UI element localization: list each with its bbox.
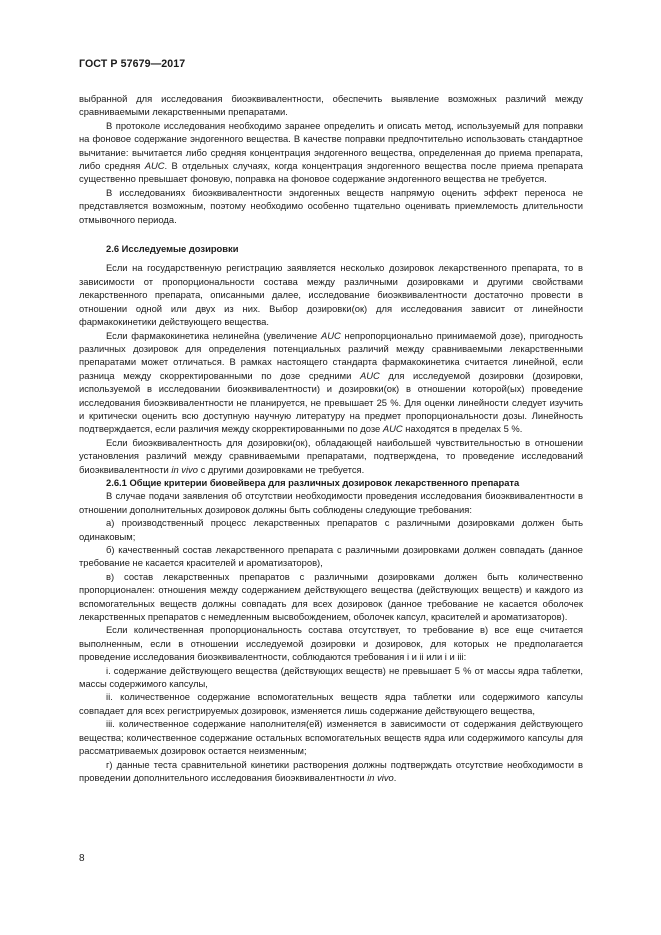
section-heading-dosages: 2.6 Исследуемые дозировки <box>106 243 239 255</box>
paragraph-multiple-dosages: Если на государственную регистрацию заявляется несколько дозировок лекарственного препарата, то в зависимости от пропорциональности состава между различными дозировками и другими свойствами лекарственного препарата, описанными далее, исследование биоэквивалентности достаточно провести в отношении одной или двух из них. Выбор дозировки(ок) для исследования зависит от линейности фармакокинетики действующего вещества. <box>79 262 583 328</box>
list-item-g: г) данные теста сравнительной кинетики растворения должны подтверждать отсутствие необходимости в проведении дополнительного исследования биоэквивалентности in vivo. <box>79 758 583 783</box>
paragraph-most-sensitive-dosage: Если биоэквивалентность для дозировки(ок), обладающей наибольшей чувствительностью в отношении установления различий между сравниваемыми препаратами, подтверждена, то проведение исследований биоэквивалентности in vivo с другими дозировками не требуется. <box>79 436 583 475</box>
list-item-a: а) производственный процесс лекарственных препаратов с различными дозировками должен быть одинаковым; <box>79 517 583 542</box>
list-item-b: б) качественный состав лекарственного препарата с различными дозировками должен совпадать (данное требование не касается красителей и ароматизаторов), <box>79 544 583 569</box>
subsection-heading-biowaiver: 2.6.1 Общие критерии биовейвера для различных дозировок лекарственного препарата <box>106 476 520 488</box>
italic-term: AUC <box>382 423 403 435</box>
paragraph-continuation: выбранной для исследования биоэквивалентности, обеспечить выявление возможных различий между сравниваемыми лекарственными препаратами. <box>79 93 583 118</box>
paragraph-washout-period: В исследованиях биоэквивалентности эндогенных веществ напрямую оценить эффект переноса не представляется возможным, поэтому необходимо особенно тщательно оценивать приемлемость длительности отмывочного периода. <box>79 186 583 225</box>
paragraph-requirements-intro: В случае подачи заявления об отсутствии необходимости проведения исследования биоэквивалентности в отношении дополнительных дозировок должны быть соблюдены следующие требования: <box>79 490 583 515</box>
list-item-i: i. содержание действующего вещества (действующих веществ) не превышает 5 % от массы ядра таблетки, массы содержимого капсулы, <box>79 664 583 690</box>
paragraph-proportionality-exception: Если количественная пропорциональность состава отсутствует, то требование в) все еще считается выполненным, если в отношении исследуемой дозировки и дозировок, для которых не предполагается проведение исследования биоэквивалентности, соблюдаются требования i и ii или i и iii: <box>79 624 583 663</box>
page-header-standard-id: ГОСТ Р 57679—2017 <box>79 58 186 70</box>
paragraph-background-correction: В протоколе исследования необходимо заранее определить и описать метод, используемый для поправки на фоновое содержание эндогенного вещества. В качестве поправки предпочтительно использовать стандартное вычитание: вычитается либо средняя концентрация эндогенного вещества, определенная до приема препарата, либо средняя AUC. В отдельных случаях, когда концентрация эндогенного вещества после приема препарата существенно превышает фоновую, поправка на фоновое содержание эндогенного вещества не требуется. <box>79 119 584 185</box>
italic-term: in vivo <box>367 771 394 783</box>
list-item-v: в) состав лекарственных препаратов с различными дозировками должен быть количественно пропорционален: отношения между содержанием действующего вещества (действующих веществ) и каждого из вспомогательных веществ должны совпадать для всех дозировок (данное требование не касается оболочек лекарственных препаратов с немедленным высвобождением, оболочек капсул, красителей и ароматизаторов). <box>79 570 583 623</box>
list-item-ii: ii. количественное содержание вспомогательных веществ ядра таблетки или содержимого капсулы совпадает для всех регистрируемых дозировок, изменяется лишь содержание действующего вещества, <box>79 691 583 716</box>
page-number: 8 <box>79 853 85 864</box>
list-item-iii: iii. количественное содержание наполнителя(ей) изменяется в зависимости от содержания действующего вещества; количественное содержание остальных вспомогательных веществ ядра или содержимого капсулы для рассматриваемых дозировок остается неизменным; <box>79 718 583 757</box>
italic-term: in vivo <box>171 463 198 475</box>
paragraph-nonlinear-pk: Если фармакокинетика нелинейна (увеличение AUC непропорционально принимаемой дозе), пригодность различных дозировок для определения потенциальных различий между сравниваемыми лекарственными препаратами может отличаться. В рамках настоящего стандарта фармакокинетика считается линейной, если разница между скорректированными по дозе средними AUC для исследуемой дозировки (дозировки, используемой в исследовании биоэквивалентности) и дозировки(ок) в отношении которой(ых) проведение исследования биоэквивалентности не планируется, не превышает 25 %. Для оценки линейности следует изучить и критически оценить всю доступную научную литературу на предмет пропорциональности дозы. Линейность подтверждается, если различия между скорректированными по дозе AUC находятся в пределах 5 %. <box>79 329 584 435</box>
document-body <box>79 92 583 784</box>
italic-term: AUC <box>359 369 380 381</box>
italic-term: AUC <box>144 160 165 172</box>
italic-term: AUC <box>321 329 341 341</box>
